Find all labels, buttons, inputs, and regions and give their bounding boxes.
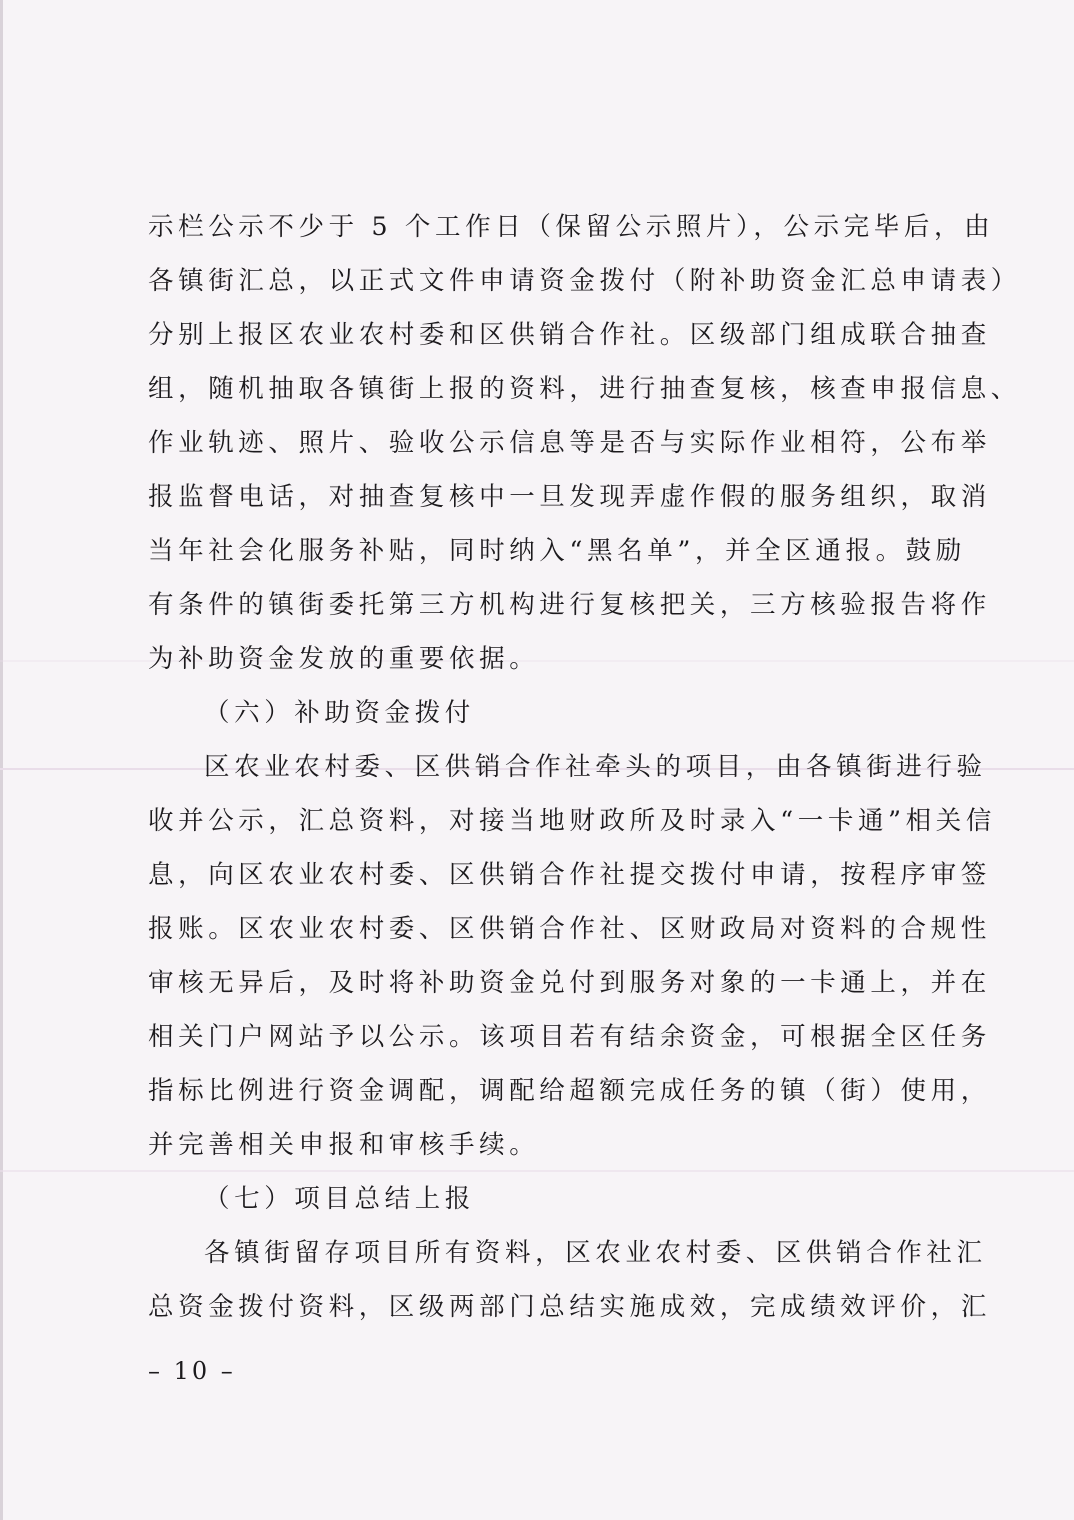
section-heading-6: （六）补助资金拨付 bbox=[204, 698, 475, 728]
paragraph-line: 并完善相关申报和审核手续。 bbox=[148, 1130, 540, 1160]
scan-edge bbox=[0, 0, 3, 1520]
paragraph-line: 当年社会化服务补贴，同时纳入“黑名单”，并全区通报。鼓励 bbox=[148, 536, 966, 566]
paragraph-line: 报账。区农业农村委、区供销合作社、区财政局对资料的合规性 bbox=[148, 914, 991, 944]
page-number: – 10 – bbox=[148, 1357, 236, 1385]
paragraph-line: 分别上报区农业农村委和区供销合作社。区级部门组成联合抽查 bbox=[148, 320, 991, 350]
paragraph-line: 为补助资金发放的重要依据。 bbox=[148, 644, 540, 674]
paragraph-line: 息，向区农业农村委、区供销合作社提交拨付申请，按程序审签 bbox=[148, 860, 991, 890]
paragraph-line: 区农业农村委、区供销合作社牵头的项目，由各镇街进行验 bbox=[204, 752, 987, 782]
section-heading-7: （七）项目总结上报 bbox=[204, 1184, 475, 1214]
paragraph-line: 审核无异后，及时将补助资金兑付到服务对象的一卡通上，并在 bbox=[148, 968, 991, 998]
paragraph-line: 相关门户网站予以公示。该项目若有结余资金，可根据全区任务 bbox=[148, 1022, 991, 1052]
paragraph-line: 有条件的镇街委托第三方机构进行复核把关，三方核验报告将作 bbox=[148, 590, 991, 620]
paragraph-line: 指标比例进行资金调配，调配给超额完成任务的镇（街）使用， bbox=[148, 1076, 991, 1106]
paragraph-line: 示栏公示不少于 5 个工作日（保留公示照片），公示完毕后，由 bbox=[148, 212, 995, 242]
paragraph-line: 作业轨迹、照片、验收公示信息等是否与实际作业相符，公布举 bbox=[148, 428, 991, 458]
paragraph-line: 组，随机抽取各镇街上报的资料，进行抽查复核，核查申报信息、 bbox=[148, 374, 1021, 404]
paragraph-line: 各镇街汇总，以正式文件申请资金拨付（附补助资金汇总申请表） bbox=[148, 266, 1021, 296]
paragraph-line: 报监督电话，对抽查复核中一旦发现弄虚作假的服务组织，取消 bbox=[148, 482, 991, 512]
paragraph-line: 各镇街留存项目所有资料，区农业农村委、区供销合作社汇 bbox=[204, 1238, 987, 1268]
paragraph-line: 收并公示，汇总资料，对接当地财政所及时录入“一卡通”相关信 bbox=[148, 806, 996, 836]
document-body bbox=[148, 200, 1021, 1334]
paragraph-line: 总资金拨付资料，区级两部门总结实施成效，完成绩效评价，汇 bbox=[148, 1292, 991, 1322]
